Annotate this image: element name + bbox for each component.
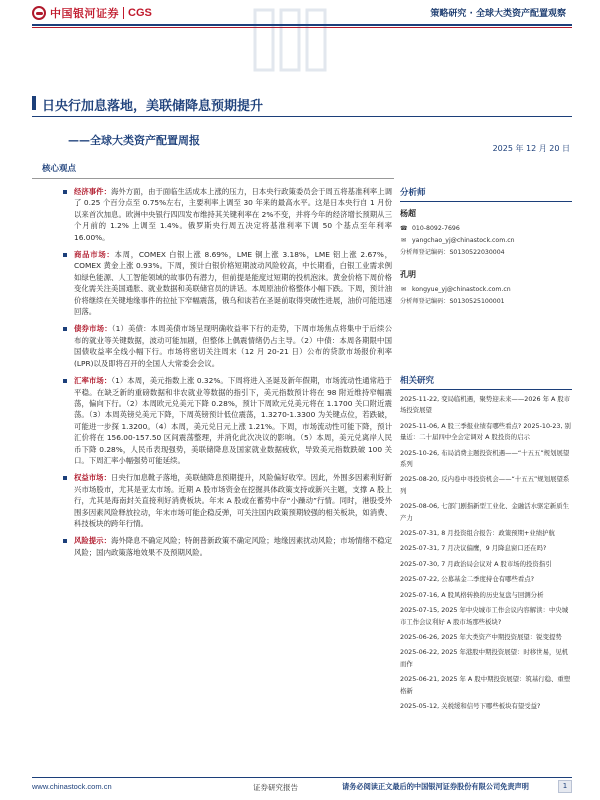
company-logo (32, 5, 152, 21)
core-views-rule (32, 178, 394, 179)
paragraph-bond-market (74, 323, 392, 369)
footer-website-link[interactable]: www.chinastock.com.cn (32, 782, 112, 791)
paragraph-text: （1）美债：本周美债市场呈现明确收益率下行的走势，下周市场焦点将集中于后续公布的就业等关键数据，波动可能加剧，但整体上偶震情绪仍占主导。（2）中债：本周各期限中国国债收益率全线小幅下行。市场将密切关注周末（12 月 20-21 日）公布的贷款市场报价利率(LPR)以及即将召开的全国人大常委会会议。 (74, 324, 392, 368)
report-subtitle: ——全球大类资产配置周报 (68, 134, 200, 147)
paragraph-heading: 债券市场： (74, 324, 112, 334)
paragraph-text: 本周，COMEX 白银上涨 8.69%，LME 铜上涨 3.18%，LME 铝上涨 2.67%，COMEX 黄金上涨 0.93%。下周，预计白银价格短期波动风险较高，中长期看，白银工业需求例如绿色能源、人工智能领域的故事仍有潜力，但前提是能度过短期的投机泡沫。黄金价格下周价格变化需关注美国通胀、就业数据和美联储官员的讲话。本周原油价格整体小幅下跌。下周，预计油价将继续在关键地缘事件的拉扯下窄幅震荡，俄乌和谈若在圣诞前取得突破性进展，油价可能迅速回落。 (74, 250, 392, 317)
title-rule (32, 116, 572, 117)
footer-disclaimer: 请务必阅读正文最后的中国银河证券股份有限公司免责声明 (342, 782, 529, 791)
related-research-heading: 相关研究 (400, 374, 572, 390)
bullet-square-icon (63, 476, 67, 480)
report-category: 策略研究 · 全球大类资产配置观察 (430, 9, 566, 19)
analyst-name: 杨超 (400, 209, 416, 218)
analyst-email[interactable] (400, 235, 572, 247)
related-research-item[interactable]: 2025-07-22, 公募基金二季度持仓有哪些看点? (400, 575, 535, 584)
paragraph-equity-market (74, 472, 392, 529)
related-research-item[interactable]: 2025-07-16, A 股风格转换的历史复盘与回测分析 (400, 590, 544, 599)
bullet-square-icon (63, 190, 67, 194)
related-research-item[interactable]: 2025-07-31, 7 月决议偏鹰，9 月降息窗口还在吗? (400, 544, 547, 553)
analyst-phone (400, 223, 572, 235)
related-research-item[interactable]: 2025-06-21, 2025 年 A 股中期投资展望：筑基行稳、重塑格新 (400, 675, 571, 695)
company-logo-icon (32, 6, 46, 20)
logo-english-name: CGS (128, 7, 152, 19)
related-research-item[interactable]: 2025-07-31, 8 月投资组合报告：政策预期+业绩护航 (400, 529, 555, 538)
logo-divider (123, 7, 124, 19)
bullet-square-icon (63, 253, 67, 257)
page-number: 1 (558, 780, 572, 793)
related-research-item[interactable]: 2025-06-22, 2025 年港股中期投资展望：时移世易，见机而作 (400, 648, 569, 668)
paragraph-heading: 经济事件： (74, 187, 111, 196)
paragraph-risk-warning (74, 535, 392, 558)
paragraph-heading: 商品市场： (74, 250, 115, 260)
analyst-registration: 分析师登记编码：S0130525100001 (400, 298, 505, 305)
paragraph-text: 日央行加息靴子落地，美联储降息预期提升，风险偏好收窄。因此，外围多因素利好新兴市场股市，尤其是亚太市场。近期 A 股市场资金在挖掘具体政策支持或新兴主题，支撑 A 股上行，尤其是海南封关直接利好消费板块。年末 A 股或在蓄势中存“小躁动”行情。同时，港股受外围多因素风险释放拉动，年末市场可能企稳反弹，可关注国内政策预期较强的相关板块，如消费、科技板块的跨年行情。 (74, 473, 392, 528)
related-research-item[interactable]: 2025-06-26, 2025 年大类资产中期投资展望：锐变提势 (400, 632, 562, 641)
related-research-item[interactable]: 2025-05-12, 关税缓和信号下哪些板块有望受益? (400, 701, 541, 710)
analyst-registration: 分析师登记编码：S0130522030004 (400, 249, 505, 256)
footer-report-type: 证券研究报告 (253, 783, 298, 792)
paragraph-text: 海外方面，由于面临生活成本上涨的压力，日本央行政策委员会于周五将基准利率上调了 0.25 个百分点至 0.75%左右，主要利率上调至 30 年来的最高水平。这是日本央行自 1 月份以来首次加息。欧洲中央银行四四发布维持其关键利率在 2%不变，并将今年的经济增长预期从三个月前的 1.2% 上调至 1.4%。俄罗斯央行周五决定将基准利率下调 50 个基点至年利率 16.00%。 (74, 187, 392, 242)
mail-icon: ✉ (400, 237, 407, 244)
paragraph-commodity-market (74, 249, 392, 317)
core-views-label: 核心观点 (42, 164, 77, 174)
paragraph-text: （1）本周，美元指数上涨 0.32%。下周将进入圣诞及新年假期，市场流动性通常趋于平稳。在缺乏新的重磅数据和非农就业等数据的指引下，美元指数预计将在 98 附近维持窄幅震荡，偏向下行。（2）本周欧元兑美元下降 0.28%，预计下周欧元兑美元将在 1.1700 关口附近震荡。（3）本周英镑兑美元下降，下周英镑预计低位震荡，1.3270-1.3300 为关键点位，若跌破，可能进一步探 1.3200。（4）本周，美元兑日元上涨 1.21%。下周，市场流动性可能下降，预计汇价将在 156.00-157.50 区间震荡整理，并消化此次决议的影响。（5）本周，美元兑离岸人民币下降 0.28%，人民币表现强势，美联储降息及国家就业数据疲软，导致美元指数跌破 100 关口。下周汇率小幅强势可能延续。 (74, 376, 392, 465)
related-research-item[interactable]: 2025-07-30, 7 月政治局会议对 A 股市场的投资指引 (400, 559, 552, 568)
paragraph-heading: 权益市场： (74, 473, 111, 483)
paragraph-fx-market (74, 375, 392, 466)
core-views-body (74, 186, 392, 564)
related-research-item[interactable]: 2025-08-20, 反内卷中寻投资机会——“十五五”规划展望系列 (400, 475, 570, 495)
analyst-email-address[interactable]: kongyue_yj@chinastock.com.cn (412, 286, 511, 293)
bullet-square-icon (63, 539, 67, 543)
analyst-phone-number: 010-8092-7696 (412, 225, 460, 232)
mail-icon: ✉ (400, 286, 407, 293)
bullet-square-icon (63, 379, 67, 383)
paragraph-economic-events (74, 186, 392, 243)
related-research-item[interactable]: 2025-11-22, 变局临机遇，聚势迎未来——2026 年 A 股市场投资展望 (400, 395, 571, 415)
report-date: 2025 年 12 月 20 日 (492, 144, 570, 153)
paragraph-heading: 汇率市场： (74, 376, 112, 386)
related-research-item[interactable]: 2025-08-06, 七部门剧指新型工业化、金融活水驱定新质生产力 (400, 502, 570, 522)
paragraph-heading: 风险提示： (74, 536, 111, 546)
report-title: 日央行加息落地，美联储降息预期提升 (42, 99, 264, 114)
footer-rule (32, 777, 572, 778)
analyst-email-address[interactable]: yangchao_yj@chinastock.com.cn (412, 237, 515, 244)
related-research-item[interactable]: 2025-11-06, A 股三季报业绩有哪些看点? 2025-10-23, 别量近：二十届四中全会定调对 A 股投资的启示 (400, 421, 571, 442)
paragraph-text: 海外降息不确定风险；特朗普新政策不确定风险；地缘因素扰动风险；市场情绪不稳定风险；国内政策落地效果不及预期风险。 (74, 536, 392, 557)
watermark-graphic (245, 4, 335, 84)
related-research-panel (400, 374, 572, 716)
title-accent-bar (32, 96, 36, 110)
analyst-email[interactable] (400, 284, 572, 296)
analysts-panel (400, 186, 572, 308)
analyst-name: 孔明 (400, 270, 416, 279)
phone-icon: ☎ (400, 225, 408, 232)
logo-chinese-name: 中国银河证券 (50, 7, 119, 20)
bullet-square-icon (63, 327, 67, 331)
analysts-heading: 分析师 (400, 186, 572, 202)
related-research-item[interactable]: 2025-07-15, 2025 年中央城市工作会议内容解读：中央城市工作会议利好 A 股市场那些板块? (400, 606, 569, 626)
related-research-item[interactable]: 2025-10-26, 布局消费主题投资机遇——“十五五”规划展望系列 (400, 448, 570, 469)
